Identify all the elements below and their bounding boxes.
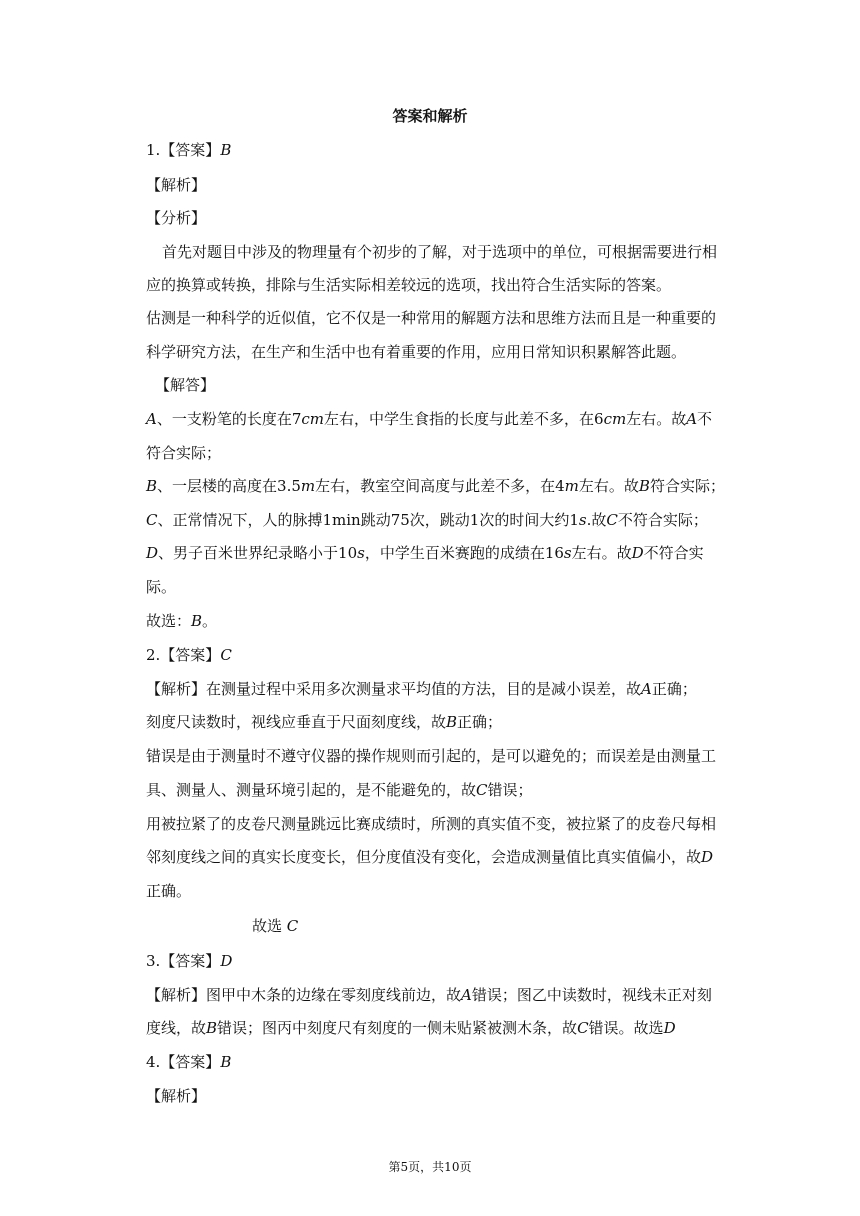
q1-analysis-line-4: 科学研究方法，在生产和生活中也有着重要的作用，应用日常知识积累解答此题。	[146, 343, 687, 361]
q1-analysis-line-2: 应的换算或转换，排除与生活实际相差较远的选项，找出符合生活实际的答案。	[146, 276, 672, 294]
q2-choose-line: 故选 C	[252, 917, 299, 935]
q1-jieda-heading: 【解答】	[155, 376, 216, 394]
q3-line-2: 度线，故B错误；图丙中刻度尺有刻度的一侧未贴紧被测木条，故C错误。故选D	[146, 1019, 676, 1037]
page-footer: 第5页，共10页	[388, 1160, 472, 1174]
q2-line-6: 邻刻度线之间的真实长度变长，但分度值没有变化，会造成测量值比真实值偏小，故D	[146, 848, 714, 866]
q1-analysis-line-3: 估测是一种科学的近似值，它不仅是一种常用的解题方法和思维方法而且是一种重要的	[146, 309, 717, 327]
q2-line-2: 刻度尺读数时，视线应垂直于尺面刻度线，故B正确；	[146, 713, 503, 731]
q2-answer: C	[220, 646, 232, 664]
q1-option-a-line-1: A、一支粉笔的长度在7cm左右，中学生食指的长度与此差不多，在6cm左右。故A不	[146, 410, 713, 428]
q1-answer: B	[220, 141, 232, 159]
q4-jiexi-heading: 【解析】	[146, 1087, 207, 1105]
q4-answer: B	[220, 1053, 232, 1071]
q1-analysis-line-1: 首先对题目中涉及的物理量有个初步的了解，对于选项中的单位，可根据需要进行相	[162, 243, 718, 261]
q3-answer-line: 3.【答案】D	[146, 952, 233, 970]
q2-line-5: 用被拉紧了的皮卷尺测量跳远比赛成绩时，所测的真实值不变，被拉紧了的皮卷尺每相	[146, 815, 717, 833]
q1-option-d-line-2: 际。	[146, 578, 177, 596]
q3-line-1: 【解析】图甲中木条的边缘在零刻度线前边，故A错误；图乙中读数时，视线未正对刻	[146, 986, 712, 1004]
q3-answer: D	[220, 952, 233, 970]
q2-line-4: 具、测量人、测量环境引起的，是不能避免的，故C错误；	[146, 781, 533, 799]
q1-option-a-line-2: 符合实际；	[146, 444, 222, 462]
q2-answer-line: 2.【答案】C	[146, 646, 232, 664]
q2-line-3: 错误是由于测量时不遵守仪器的操作规则而引起的，是可以避免的；而误差是由测量工	[146, 747, 717, 765]
q1-option-d-line-1: D、男子百米世界纪录略小于10s，中学生百米赛跑的成绩在16s左右。故D不符合实	[146, 544, 704, 562]
q1-choose-line: 故选：B。	[146, 612, 218, 630]
q1-answer-line: 1.【答案】B	[146, 141, 232, 159]
q2-line-7: 正确。	[146, 882, 192, 900]
q1-option-b-line: B、一层楼的高度在3.5m左右，教室空间高度与此差不多，在4m左右。故B符合实际；	[146, 477, 725, 495]
q2-line-1: 【解析】在测量过程中采用多次测量求平均值的方法，目的是减小误差，故A正确；	[146, 680, 697, 698]
page-title: 答案和解析	[392, 107, 468, 125]
q1-option-c-line: C、正常情况下，人的脉搏1min跳动75次，跳动1次的时间大约1s.故C不符合实际；	[146, 511, 708, 529]
q1-jiexi-heading: 【解析】	[146, 176, 207, 194]
q4-answer-line: 4.【答案】B	[146, 1053, 232, 1071]
q1-fenxi-heading: 【分析】	[146, 209, 207, 227]
